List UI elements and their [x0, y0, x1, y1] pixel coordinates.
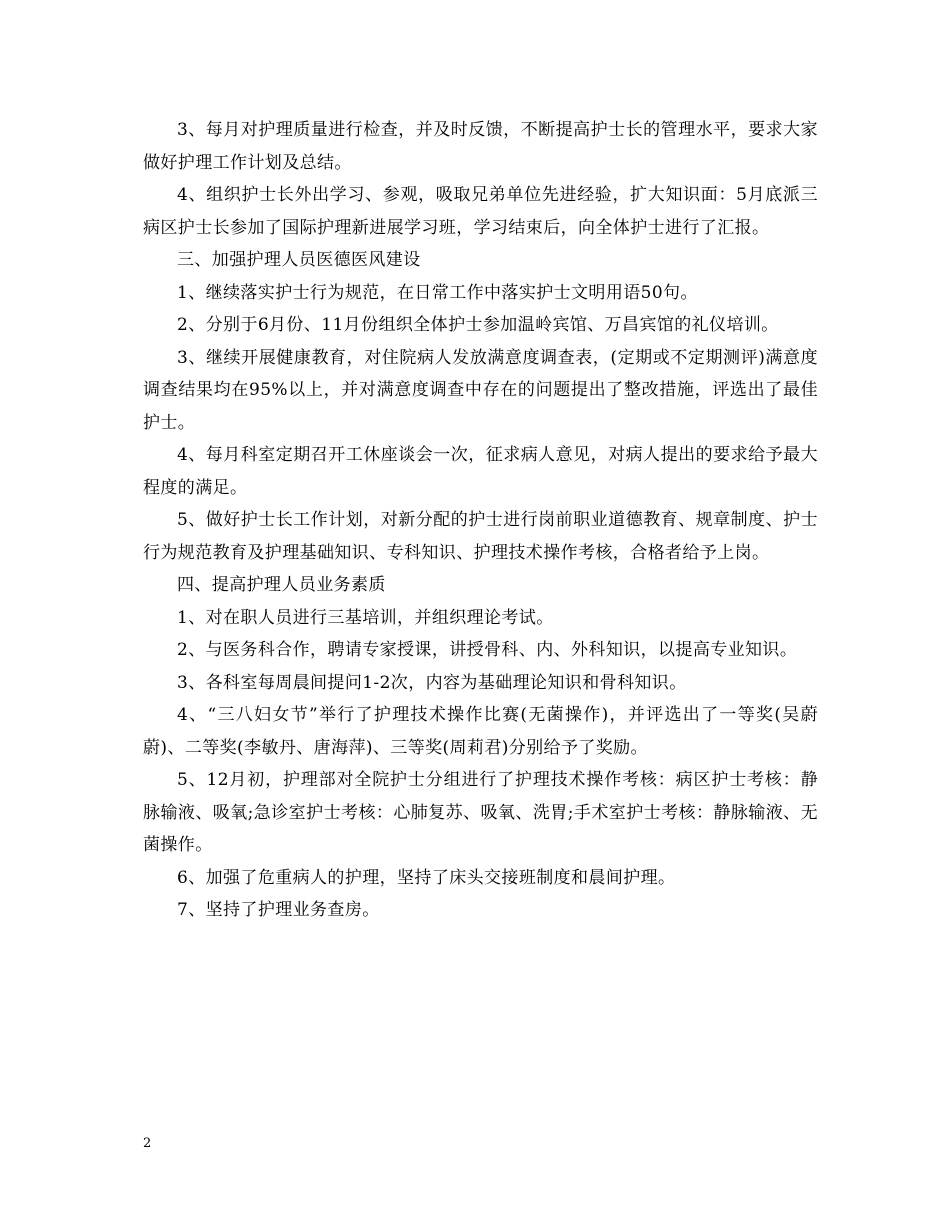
page-number: 2 [143, 1136, 152, 1151]
paragraph: 3、继续开展健康教育，对住院病人发放满意度调查表，(定期或不定期测评)满意度调查结果均在95%以上，并对满意度调查中存在的问题提出了整改措施，评选出了最佳护士。 [143, 347, 818, 433]
paragraph: 2、与医务科合作，聘请专家授课，讲授骨科、内、外科知识，以提高专业知识。 [177, 640, 798, 660]
paragraph: 5、12月初，护理部对全院护士分组进行了护理技术操作考核：病区护士考核：静脉输液、吸氧;急诊室护士考核：心肺复苏、吸氧、洗胃;手术室护士考核：静脉输液、无菌操作。 [143, 770, 818, 855]
paragraph: 3、各科室每周晨间提问1-2次，内容为基础理论知识和骨科知识。 [177, 672, 687, 693]
paragraph: 4、每月科室定期召开工休座谈会一次，征求病人意见，对病人提出的要求给予最大程度的满足。 [143, 445, 818, 498]
paragraph: 4、组织护士长外出学习、参观，吸取兄弟单位先进经验，扩大知识面：5月底派三病区护士长参加了国际护理新进展学习班，学习结束后，向全体护士进行了汇报。 [143, 185, 818, 238]
paragraph: 2、分别于6月份、11月份组织全体护士参加温岭宾馆、万昌宾馆的礼仪培训。 [177, 315, 779, 335]
paragraph: 6、加强了危重病人的护理，坚持了床头交接班制度和晨间护理。 [177, 867, 676, 888]
section-heading: 三、加强护理人员医德医风建设 [177, 250, 421, 270]
section-heading: 四、提高护理人员业务素质 [177, 575, 386, 595]
paragraph: 3、每月对护理质量进行检查，并及时反馈，不断提高护士长的管理水平，要求大家做好护理工作计划及总结。 [143, 120, 818, 173]
paragraph: 7、坚持了护理业务查房。 [177, 900, 380, 920]
paragraph: 4、“三八妇女节”举行了护理技术操作比赛(无菌操作)，并评选出了一等奖(吴蔚蔚)、二等奖(李敏丹、唐海萍)、三等奖(周莉君)分别给予了奖励。 [143, 705, 818, 758]
paragraph: 1、继续落实护士行为规范，在日常工作中落实护士文明用语50句。 [177, 282, 698, 303]
paragraph: 5、做好护士长工作计划，对新分配的护士进行岗前职业道德教育、规章制度、护士行为规范教育及护理基础知识、专科知识、护理技术操作考核，合格者给予上岗。 [143, 510, 818, 563]
paragraph: 1、对在职人员进行三基培训，并组织理论考试。 [177, 607, 554, 628]
document-body [143, 114, 818, 927]
